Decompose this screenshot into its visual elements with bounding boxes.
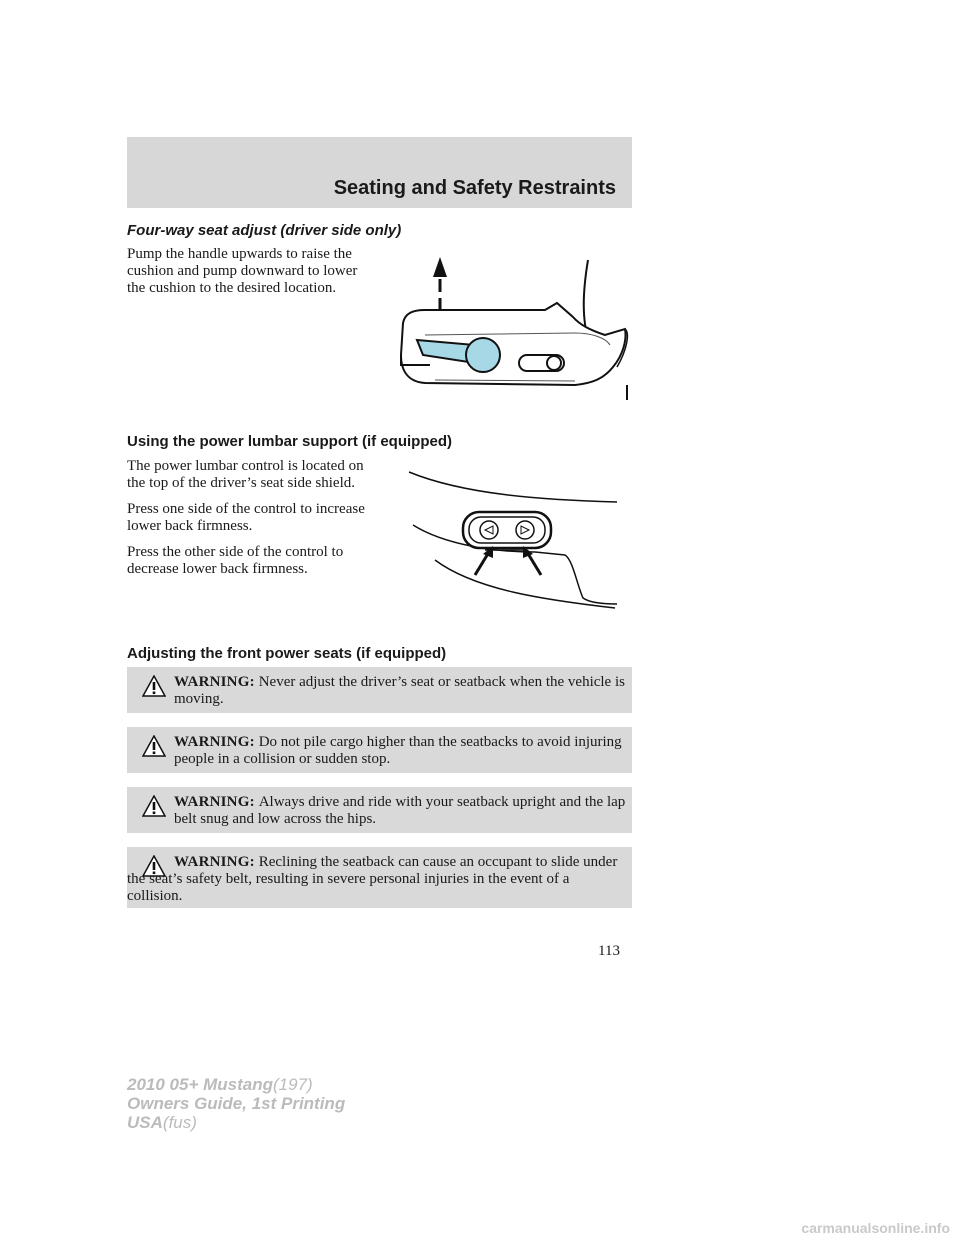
lumbar-paragraph-1: The power lumbar control is located on the top of the driver’s seat side shield. [127, 458, 364, 491]
lumbar-paragraph-3: Press the other side of the control to decrease lower back firmness. [127, 544, 344, 577]
footer-model: 2010 05+ Mustang [127, 1075, 273, 1094]
print-footer [127, 1075, 345, 1132]
section-header-band [127, 137, 632, 208]
four-way-paragraph: Pump the handle upwards to raise the cushion and pump downward to lower the cushion to the desired location. [127, 246, 358, 296]
footer-page-code: (197) [273, 1075, 313, 1094]
warning-label: WARNING: [174, 854, 259, 870]
lumbar-heading: Using the power lumbar support (if equipped) [127, 433, 452, 450]
warning-message: Never adjust the driver’s seat or seatback when the vehicle is moving. [174, 674, 625, 707]
four-way-body [127, 246, 379, 306]
four-way-heading: Four-way seat adjust (driver side only) [127, 222, 402, 239]
warning-label: WARNING: [174, 674, 259, 690]
footer-line-3 [127, 1113, 345, 1132]
lumbar-body [127, 458, 382, 587]
warning-message: Reclining the seatback can cause an occupant to slide under the seat’s safety belt, resulting in severe personal injuries in the event of a collision. [127, 854, 618, 904]
warning-label: WARNING: [174, 734, 259, 750]
warning-box [127, 667, 632, 713]
power-seats-heading: Adjusting the front power seats (if equipped) [127, 645, 447, 662]
warning-message: Do not pile cargo higher than the seatbacks to avoid injuring people in a collision or sudden stop. [174, 734, 622, 767]
lumbar-paragraph-2: Press one side of the control to increase lower back firmness. [127, 501, 365, 534]
warning-box [127, 787, 632, 833]
warning-message: Always drive and ride with your seatback upright and the lap belt snug and low across the hips. [174, 794, 626, 827]
warning-text [127, 794, 632, 828]
warning-text [127, 734, 632, 768]
warning-text [127, 674, 632, 708]
footer-market: USA [127, 1113, 163, 1132]
warning-text [127, 854, 632, 905]
footer-line-2 [127, 1094, 345, 1113]
warning-label: WARNING: [174, 794, 259, 810]
warning-box [127, 727, 632, 773]
footer-edition: Owners Guide, 1st Printing [127, 1094, 346, 1113]
warning-box [127, 847, 632, 908]
page-number: 113 [598, 943, 620, 959]
footer-line-1 [127, 1075, 345, 1094]
four-way-seat-illustration [395, 255, 635, 405]
watermark: carmanualsonline.info [801, 1220, 950, 1236]
section-title: Seating and Safety Restraints [333, 177, 616, 199]
footer-market-code: (fus) [162, 1113, 197, 1132]
lumbar-control-illustration [405, 460, 625, 615]
